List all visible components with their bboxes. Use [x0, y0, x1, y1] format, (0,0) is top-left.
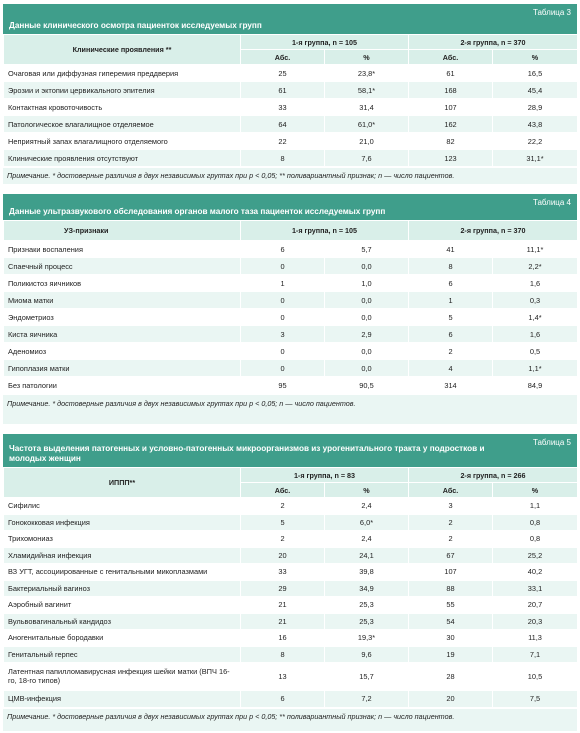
table-row — [4, 65, 578, 82]
row-label: Генитальный герпес — [4, 646, 241, 663]
cell-p1: 34,9 — [325, 580, 409, 597]
row-label: Спаечный процесс — [4, 258, 241, 275]
table-row — [4, 133, 578, 150]
cell-p1: 2,4 — [325, 531, 409, 548]
cell-a1: 5 — [241, 514, 325, 531]
table-header-bar — [3, 434, 577, 467]
cell-p1: 0,0 — [325, 360, 409, 377]
abs-header: Абс. — [241, 50, 325, 65]
cell-a2: 54 — [409, 613, 493, 630]
cell-p2: 0,8 — [493, 531, 578, 548]
table-row — [4, 691, 578, 708]
cell-p1: 19,3* — [325, 630, 409, 647]
table-row — [4, 292, 578, 309]
table-title: Данные клинического осмотра пациенток исследуемых групп — [9, 21, 262, 31]
cell-p2: 40,2 — [493, 564, 578, 581]
cell-a1: 21 — [241, 613, 325, 630]
cell-p1: 39,8 — [325, 564, 409, 581]
abs-header: Абс. — [409, 50, 493, 65]
table-note: Примечание. * достоверные различия в двух независимых группах при p < 0,05; ** поливариантный признак; n — число пациентов. — [3, 167, 577, 183]
table-row — [4, 580, 578, 597]
cell-a2: 168 — [409, 82, 493, 99]
row-label: Миома матки — [4, 292, 241, 309]
row-label: ЦМВ-инфекция — [4, 691, 241, 708]
cell-p1: 25,3 — [325, 597, 409, 614]
group2-header: 2-я группа, n = 370 — [409, 221, 578, 241]
table-note: Примечание. * достоверные различия в двух независимых группах при p < 0,05; ** поливариантный признак; n — число пациентов. — [3, 708, 577, 725]
cell-a2: 67 — [409, 547, 493, 564]
table-row — [4, 531, 578, 548]
cell-p2: 11,3 — [493, 630, 578, 647]
table-number: Таблица 4 — [532, 198, 571, 207]
cell-p2: 84,9 — [493, 377, 578, 394]
cell-a2: 30 — [409, 630, 493, 647]
cell-a2: 4 — [409, 360, 493, 377]
table-row — [4, 99, 578, 116]
cell-p2: 2,2* — [493, 258, 578, 275]
cell-p1: 5,7 — [325, 241, 409, 258]
table-header-bar — [3, 4, 577, 34]
cell-p2: 0,5 — [493, 343, 578, 360]
row-label: ВЗ УГТ, ассоциированные с генитальными микоплазмами — [4, 564, 241, 581]
cell-p2: 20,7 — [493, 597, 578, 614]
cell-a2: 20 — [409, 691, 493, 708]
cell-p1: 58,1* — [325, 82, 409, 99]
cell-p1: 9,6 — [325, 646, 409, 663]
cell-p2: 0,3 — [493, 292, 578, 309]
cell-p2: 43,8 — [493, 116, 578, 133]
row-label: Неприятный запах влагалищного отделяемого — [4, 133, 241, 150]
row-label: Аногенитальные бородавки — [4, 630, 241, 647]
cell-a1: 61 — [241, 82, 325, 99]
pct-header: % — [325, 50, 409, 65]
table-row — [4, 663, 578, 691]
cell-a2: 2 — [409, 343, 493, 360]
cell-a1: 0 — [241, 343, 325, 360]
row-label: Очаговая или диффузная гиперемия преддверия — [4, 65, 241, 82]
cell-a2: 41 — [409, 241, 493, 258]
row-label: Вульвовагинальный кандидоз — [4, 613, 241, 630]
cell-a1: 8 — [241, 150, 325, 167]
table-4 — [3, 194, 577, 424]
row-label: Поликистоз яичников — [4, 275, 241, 292]
table-row — [4, 547, 578, 564]
row-label: Аденомиоз — [4, 343, 241, 360]
cell-p1: 15,7 — [325, 663, 409, 691]
cell-p1: 25,3 — [325, 613, 409, 630]
cell-a1: 0 — [241, 309, 325, 326]
table-number: Таблица 5 — [532, 438, 571, 447]
cell-a1: 64 — [241, 116, 325, 133]
cell-a2: 82 — [409, 133, 493, 150]
cell-a2: 6 — [409, 326, 493, 343]
row-label: Гипоплазия матки — [4, 360, 241, 377]
row-label: Хламидийная инфекция — [4, 547, 241, 564]
row-label: Признаки воспаления — [4, 241, 241, 258]
cell-a1: 1 — [241, 275, 325, 292]
cell-p1: 21,0 — [325, 133, 409, 150]
cell-a2: 2 — [409, 514, 493, 531]
row-label: Сифилис — [4, 498, 241, 515]
table-title: Частота выделения патогенных и условно-патогенных микроорганизмов из урогенитального тракта у подростков и молодых женщин — [9, 444, 485, 464]
cell-a2: 3 — [409, 498, 493, 515]
table-3 — [3, 4, 577, 184]
table-note: Примечание. * достоверные различия в двух независимых группах при p < 0,05; n — число пациентов. — [3, 394, 577, 411]
cell-a2: 19 — [409, 646, 493, 663]
cell-p1: 0,0 — [325, 309, 409, 326]
cell-p1: 6,0* — [325, 514, 409, 531]
group2-header: 2-я группа, n = 370 — [409, 35, 578, 50]
cell-p2: 7,1 — [493, 646, 578, 663]
cell-a1: 20 — [241, 547, 325, 564]
cell-p2: 31,1* — [493, 150, 578, 167]
cell-p2: 7,5 — [493, 691, 578, 708]
cell-p2: 1,6 — [493, 326, 578, 343]
cell-a1: 33 — [241, 99, 325, 116]
row-label: Без патологии — [4, 377, 241, 394]
cell-a2: 6 — [409, 275, 493, 292]
cell-p2: 0,8 — [493, 514, 578, 531]
cell-a1: 3 — [241, 326, 325, 343]
cell-p2: 45,4 — [493, 82, 578, 99]
table-number: Таблица 3 — [532, 8, 571, 17]
table-row — [4, 258, 578, 275]
cell-a1: 2 — [241, 498, 325, 515]
table-row — [4, 646, 578, 663]
data-table — [3, 34, 578, 167]
column-header: ИППП** — [4, 468, 241, 498]
cell-a1: 2 — [241, 531, 325, 548]
cell-p2: 1,1 — [493, 498, 578, 515]
pct-header: % — [493, 50, 578, 65]
cell-p2: 22,2 — [493, 133, 578, 150]
cell-a1: 6 — [241, 241, 325, 258]
cell-a2: 5 — [409, 309, 493, 326]
table-row — [4, 150, 578, 167]
cell-a1: 0 — [241, 292, 325, 309]
cell-a2: 1 — [409, 292, 493, 309]
cell-p2: 33,1 — [493, 580, 578, 597]
data-table — [3, 220, 578, 394]
cell-a2: 123 — [409, 150, 493, 167]
row-label: Эндометриоз — [4, 309, 241, 326]
abs-header: Абс. — [241, 483, 325, 498]
cell-a1: 29 — [241, 580, 325, 597]
cell-a2: 88 — [409, 580, 493, 597]
column-header: Клинические проявления ** — [4, 35, 241, 65]
table-row — [4, 360, 578, 377]
table-row — [4, 241, 578, 258]
table-row — [4, 309, 578, 326]
cell-a2: 61 — [409, 65, 493, 82]
table-title: Данные ультразвукового обследования органов малого таза пациенток исследуемых групп — [9, 207, 386, 217]
table-row — [4, 326, 578, 343]
table-row — [4, 564, 578, 581]
cell-p1: 23,8* — [325, 65, 409, 82]
cell-a1: 0 — [241, 360, 325, 377]
cell-a1: 8 — [241, 646, 325, 663]
table-row — [4, 498, 578, 515]
cell-a1: 33 — [241, 564, 325, 581]
pct-header: % — [493, 483, 578, 498]
cell-p1: 90,5 — [325, 377, 409, 394]
cell-p2: 16,5 — [493, 65, 578, 82]
group1-header: 1-я группа, n = 83 — [241, 468, 409, 483]
row-label: Аэробный вагинит — [4, 597, 241, 614]
cell-p1: 0,0 — [325, 343, 409, 360]
row-label: Латентная папилломавирусная инфекция шейки матки (ВПЧ 16-го, 18-го типов) — [4, 663, 241, 691]
cell-p1: 7,2 — [325, 691, 409, 708]
cell-a1: 13 — [241, 663, 325, 691]
data-table — [3, 467, 578, 708]
table-row — [4, 613, 578, 630]
row-label: Эрозии и эктопии цервикального эпителия — [4, 82, 241, 99]
cell-p2: 10,5 — [493, 663, 578, 691]
cell-p2: 25,2 — [493, 547, 578, 564]
cell-p1: 0,0 — [325, 258, 409, 275]
cell-p1: 2,9 — [325, 326, 409, 343]
cell-a1: 95 — [241, 377, 325, 394]
cell-a2: 107 — [409, 99, 493, 116]
cell-p1: 24,1 — [325, 547, 409, 564]
cell-p1: 7,6 — [325, 150, 409, 167]
cell-a2: 107 — [409, 564, 493, 581]
group1-header: 1-я группа, n = 105 — [241, 221, 409, 241]
table-row — [4, 116, 578, 133]
table-row — [4, 82, 578, 99]
cell-p2: 20,3 — [493, 613, 578, 630]
cell-p2: 1,6 — [493, 275, 578, 292]
table-row — [4, 630, 578, 647]
group1-header: 1-я группа, n = 105 — [241, 35, 409, 50]
cell-p2: 1,1* — [493, 360, 578, 377]
cell-a2: 162 — [409, 116, 493, 133]
table-row — [4, 275, 578, 292]
column-header: УЗ-признаки — [4, 221, 241, 241]
cell-a2: 314 — [409, 377, 493, 394]
row-label: Киста яичника — [4, 326, 241, 343]
cell-a2: 8 — [409, 258, 493, 275]
cell-p2: 11,1* — [493, 241, 578, 258]
row-label: Патологическое влагалищное отделяемое — [4, 116, 241, 133]
cell-a1: 6 — [241, 691, 325, 708]
cell-a2: 2 — [409, 531, 493, 548]
cell-a2: 55 — [409, 597, 493, 614]
cell-p1: 61,0* — [325, 116, 409, 133]
cell-p1: 2,4 — [325, 498, 409, 515]
cell-a1: 21 — [241, 597, 325, 614]
cell-p1: 1,0 — [325, 275, 409, 292]
cell-p2: 28,9 — [493, 99, 578, 116]
cell-a1: 16 — [241, 630, 325, 647]
cell-a1: 25 — [241, 65, 325, 82]
table-row — [4, 514, 578, 531]
abs-header: Абс. — [409, 483, 493, 498]
cell-p1: 31,4 — [325, 99, 409, 116]
row-label: Контактная кровоточивость — [4, 99, 241, 116]
table-row — [4, 377, 578, 394]
cell-a1: 0 — [241, 258, 325, 275]
table-5 — [3, 434, 577, 731]
row-label: Трихомониаз — [4, 531, 241, 548]
cell-a2: 28 — [409, 663, 493, 691]
pct-header: % — [325, 483, 409, 498]
table-row — [4, 343, 578, 360]
cell-a1: 22 — [241, 133, 325, 150]
table-row — [4, 597, 578, 614]
row-label: Бактериальный вагиноз — [4, 580, 241, 597]
cell-p1: 0,0 — [325, 292, 409, 309]
cell-p2: 1,4* — [493, 309, 578, 326]
table-header-bar — [3, 194, 577, 220]
group2-header: 2-я группа, n = 266 — [409, 468, 578, 483]
row-label: Клинические проявления отсутствуют — [4, 150, 241, 167]
row-label: Гонококковая инфекция — [4, 514, 241, 531]
